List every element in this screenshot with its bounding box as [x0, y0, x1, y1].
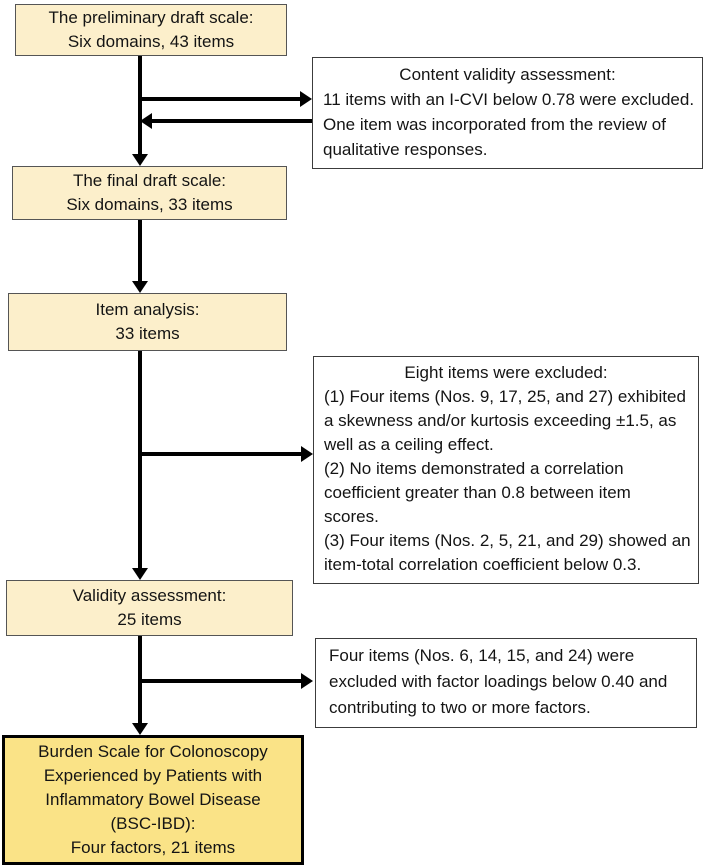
- arrowhead-final-to-item-analysis: [132, 281, 148, 293]
- stage-preliminary-line1: The preliminary draft scale:: [48, 8, 254, 27]
- stage-preliminary-line2: Six domains, 43 items: [67, 32, 235, 51]
- note-factor-exclusions-line2: excluded with factor loadings below 0.40 and: [329, 672, 668, 691]
- note-item-exclusions-line3: well as a ceiling effect.: [324, 435, 494, 454]
- note-factor-exclusions: [315, 638, 697, 728]
- stage-bsc-ibd-line5: Four factors, 21 items: [70, 838, 236, 857]
- stage-bsc-ibd-line3: Inflammatory Bowel Disease: [45, 790, 261, 809]
- note-item-exclusions-line5: coefficient greater than 0.8 between item: [324, 483, 631, 502]
- stage-bsc-ibd-line2: Experienced by Patients with: [43, 766, 263, 785]
- stage-bsc-ibd-line1: Burden Scale for Colonoscopy: [38, 742, 268, 761]
- note-content-validity-line2: One item was incorporated from the review of: [323, 115, 666, 134]
- note-item-exclusions-line1: (1) Four items (Nos. 9, 17, 25, and 27) exhibited: [324, 387, 686, 406]
- stage-final-draft: [12, 166, 287, 220]
- stage-preliminary-draft: [15, 4, 287, 56]
- stage-bsc-ibd: [2, 735, 304, 865]
- stage-final-line2: Six domains, 33 items: [66, 195, 233, 214]
- stage-validity-line2: 25 items: [117, 610, 182, 629]
- arrowhead-item-analysis-to-validity: [132, 568, 148, 580]
- arrowhead-preliminary-to-final: [132, 154, 148, 166]
- arrow-to-item-exclusions-line: [140, 452, 303, 456]
- note-content-validity-line3: qualitative responses.: [323, 140, 488, 159]
- arrow-item-analysis-to-validity-line: [138, 351, 142, 569]
- stage-item-analysis-line2: 33 items: [115, 324, 180, 343]
- note-factor-exclusions-line3: contributing to two or more factors.: [329, 698, 591, 717]
- note-item-exclusions-line6: scores.: [324, 507, 379, 526]
- arrow-final-to-item-analysis-line: [138, 220, 142, 282]
- note-item-exclusions-line8: item-total correlation coefficient below 0.3.: [324, 555, 642, 574]
- stage-item-analysis-line1: Item analysis:: [95, 300, 200, 319]
- note-item-exclusions: [313, 356, 699, 584]
- note-content-validity-heading: Content validity assessment:: [399, 65, 616, 84]
- stage-validity-line1: Validity assessment:: [72, 586, 227, 605]
- note-content-validity: [312, 57, 703, 169]
- arrow-from-content-validity-line: [152, 119, 312, 123]
- note-content-validity-line1: 11 items with an I-CVI below 0.78 were excluded.: [323, 90, 695, 109]
- arrowhead-validity-to-bscibd: [132, 723, 148, 735]
- stage-bsc-ibd-line4: (BSC-IBD):: [110, 814, 196, 833]
- stage-final-line1: The final draft scale:: [72, 171, 227, 190]
- arrow-to-content-validity-line: [140, 97, 302, 101]
- note-item-exclusions-line4: (2) No items demonstrated a correlation: [324, 459, 624, 478]
- note-item-exclusions-line7: (3) Four items (Nos. 2, 5, 21, and 29) showed an: [324, 531, 691, 550]
- arrowhead-to-content-validity: [300, 91, 312, 107]
- note-item-exclusions-heading: Eight items were excluded:: [404, 363, 608, 382]
- stage-item-analysis: [8, 293, 287, 351]
- note-item-exclusions-line2: a skewness and/or kurtosis exceeding ±1.5, as: [324, 411, 677, 430]
- arrow-to-factor-exclusions-line: [140, 679, 303, 683]
- note-factor-exclusions-line1: Four items (Nos. 6, 14, 15, and 24) were: [329, 646, 635, 665]
- arrow-preliminary-to-final-line: [138, 56, 142, 154]
- arrowhead-from-content-validity: [140, 113, 152, 129]
- arrowhead-to-factor-exclusions: [301, 673, 313, 689]
- arrowhead-to-item-exclusions: [301, 446, 313, 462]
- stage-validity-assessment: [6, 580, 293, 636]
